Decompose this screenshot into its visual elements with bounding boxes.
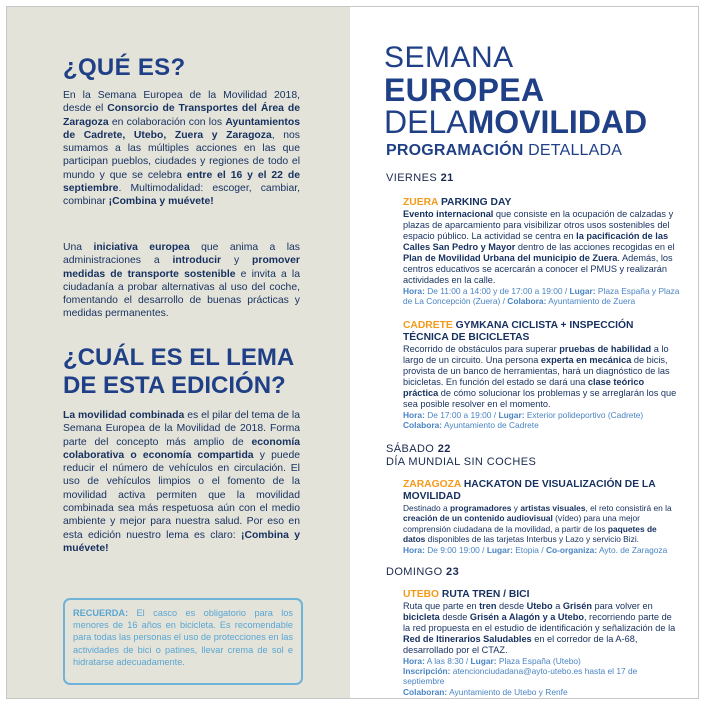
- subtitle-part: DETALLADA: [523, 142, 623, 159]
- emphasis-text: Colaboran:: [403, 686, 448, 697]
- body-text: Ruta que parte en: [403, 601, 480, 611]
- que-es-paragraph: [63, 89, 300, 209]
- body-text: Una: [63, 242, 94, 253]
- event-title: [403, 197, 680, 209]
- heading-part: ¿: [63, 54, 78, 81]
- day-sabado: [386, 443, 536, 469]
- emphasis-text: economía colaborativa o economía compartida: [63, 436, 300, 461]
- body-text: . Además, los centros educativos se acercarán a conocer el PMUS y realizarán actividades en la calle.: [403, 253, 673, 285]
- heading-part: LEMA: [226, 344, 295, 371]
- body-text: e invita a la ciudadanía a probar alternativas al uso del coche, fomentando el desarrollo de buenas prácticas y medidas permanentes.: [63, 268, 301, 320]
- event-utebo: [403, 589, 680, 697]
- body-text: que anima a las administraciones a: [63, 242, 300, 267]
- heading-part: ?: [271, 372, 286, 399]
- body-text: y: [511, 503, 521, 513]
- body-text: (vídeo) para una mejor comprensión ciudadana de la movilidad, a partir de los: [403, 513, 640, 534]
- emphasis-text: Utebo: [526, 601, 553, 611]
- day-label: DOMINGO: [386, 566, 447, 578]
- body-text: A las 8:30 /: [424, 656, 471, 666]
- emphasis-text: Co-organiza:: [545, 544, 598, 555]
- event-city: CADRETE: [403, 320, 453, 331]
- event-title: [403, 320, 680, 344]
- event-description: [403, 601, 680, 656]
- day-viernes: [386, 172, 454, 185]
- title-semana: SEMANA: [384, 41, 514, 74]
- emphasis-text: Inscripción:: [403, 666, 451, 677]
- event-info: [403, 656, 680, 666]
- programacion-subtitle: [386, 142, 622, 160]
- que-es-heading: [63, 54, 185, 82]
- body-text: dentro de las acciones recogidas en el: [515, 242, 675, 252]
- lema-paragraph: [63, 409, 300, 555]
- body-text: Ayuntamiento de Cadrete: [442, 420, 539, 431]
- body-text: de bicis, provista de un banco de herramientas, hará un diagnóstico de las bicicletas. En función del estado se dará una: [403, 355, 670, 387]
- heading-part: CUÁL: [77, 344, 144, 371]
- heading-part: ES?: [130, 54, 186, 81]
- emphasis-text: ¡Combina y muévete!: [63, 529, 300, 554]
- event-info: [403, 687, 680, 697]
- heading-part: DE ESTA: [63, 372, 172, 399]
- lema-heading: [63, 344, 294, 400]
- emphasis-text: Red de Itinerarios Saludables: [403, 634, 532, 644]
- body-text: Plaza España y Plaza de La Concepción (Zuera) /: [403, 286, 680, 307]
- day-label: VIERNES: [386, 172, 441, 184]
- emphasis-text: paquetes de datos: [403, 523, 657, 545]
- event-zaragoza: [403, 479, 680, 555]
- body-text: De 17:00 a 19:00 /: [424, 410, 499, 420]
- emphasis-text: Consorcio de Transportes del Área de Zaragoza: [63, 103, 300, 128]
- body-text: Ayto. de Zaragoza: [597, 544, 668, 555]
- title-europea: EUROPEA: [384, 72, 545, 108]
- emphasis-text: Colabora:: [507, 296, 547, 307]
- recuerda-box: [63, 598, 303, 685]
- body-text: para volver en: [591, 601, 653, 611]
- emphasis-text: La movilidad combinada: [63, 410, 185, 421]
- emphasis-text: tren: [479, 601, 497, 611]
- subtitle-part: PROGRAMACIÓN: [386, 142, 524, 159]
- event-city: ZARAGOZA: [403, 479, 461, 490]
- emphasis-text: experta en mecánica: [540, 355, 632, 365]
- emphasis-text: programadores: [450, 503, 512, 513]
- emphasis-text: iniciativa europea: [93, 242, 190, 253]
- emphasis-text: Lugar:: [498, 410, 525, 420]
- body-text: Destinado a: [403, 503, 451, 513]
- body-text: que consiste en la ocupación de calzadas y plazas de aparcamiento para visibilizar otros usos sostenibles del espacio público. La actividad se centra en: [403, 209, 674, 241]
- body-text: , el reto consistirá en la: [585, 503, 672, 513]
- body-text: en el corredor de la A-68, desarrollado por el CTAZ.: [403, 634, 638, 655]
- emphasis-text: la pacificación de las Calles San Pedro y Mayor: [403, 231, 669, 252]
- day-subtitle: DÍA MUNDIAL SIN COCHES: [386, 456, 537, 468]
- body-text: Exterior polideportivo (Cadrete): [524, 410, 644, 420]
- body-text: En la Semana Europea de la Movilidad 2018, desde el: [63, 90, 300, 115]
- event-info: [403, 545, 680, 555]
- emphasis-text: bicicleta: [403, 612, 440, 622]
- emphasis-text: Plan de Movilidad Urbana del municipio de Zuera: [403, 253, 618, 263]
- event-info: [403, 420, 680, 430]
- brochure-page: [6, 6, 699, 699]
- body-text: De 11:00 a 14:00 y de 17:00 a 19:00 /: [424, 286, 570, 296]
- emphasis-text: entre el 16 y el 22 de septiembre: [63, 169, 300, 195]
- body-text: de cómo solucionar los problemas y se arreglarán los que sea posible resolver en el momento.: [403, 388, 677, 409]
- event-info: [403, 410, 680, 420]
- body-text: Ayuntamiento de Zuera: [546, 296, 636, 307]
- day-domingo: [386, 566, 459, 579]
- heading-part: QUÉ: [77, 54, 131, 81]
- heading-part: ¿: [63, 344, 78, 371]
- event-name: PARKING DAY: [438, 197, 512, 208]
- body-text: Recorrido de obstáculos para superar: [403, 344, 560, 354]
- iniciativa-paragraph: [63, 241, 300, 321]
- emphasis-text: artistas visuales: [520, 503, 586, 513]
- event-name: GYMKANA CICLISTA + INSPECCIÓN TÉCNICA DE BICICLETAS: [403, 320, 634, 343]
- event-name: RUTA TREN / BICI: [439, 589, 530, 600]
- event-city: ZUERA: [403, 197, 439, 208]
- emphasis-text: Grisén: [562, 601, 592, 611]
- body-text: y: [221, 255, 253, 267]
- day-number: 22: [437, 443, 451, 455]
- event-info: [403, 286, 680, 306]
- body-text: desde: [496, 601, 527, 611]
- emphasis-text: Lugar:: [569, 286, 596, 296]
- emphasis-text: creación de un contenido audiovisual: [403, 513, 553, 524]
- day-number: 21: [440, 172, 454, 184]
- event-title: [403, 479, 680, 503]
- body-text: De 9:00 19:00 /: [424, 544, 487, 555]
- body-text: Ayuntamiento de Utebo y Renfe: [447, 686, 568, 697]
- body-text: desde: [439, 612, 470, 622]
- event-description: [403, 344, 680, 410]
- event-info: [403, 666, 680, 686]
- emphasis-text: introducir: [172, 255, 222, 267]
- event-zuera: [403, 197, 680, 306]
- body-text: Plaza España (Utebo): [496, 656, 581, 666]
- emphasis-text: Hora:: [403, 286, 425, 296]
- body-text: Etopia /: [512, 544, 546, 555]
- body-text: a: [552, 601, 563, 611]
- event-title: [403, 589, 680, 601]
- emphasis-text: Lugar:: [486, 544, 513, 555]
- title-part: MOVILIDAD: [467, 104, 648, 140]
- title-part: DELA: [384, 104, 468, 140]
- body-text: es el pilar del tema de la Semana Europea de la Movilidad de 2018. Forma parte del concepto más amplio de: [63, 410, 301, 448]
- emphasis-text: Hora:: [403, 656, 425, 666]
- emphasis-text: Lugar:: [470, 656, 497, 666]
- body-text: disponibles de las tarjetas Interbus y Lazo y servicio Bizi.: [425, 534, 640, 545]
- body-text: a lo largo de un circuito. Una persona: [403, 344, 669, 365]
- title-movilidad: [384, 105, 647, 139]
- emphasis-text: Ayuntamientos de Cadrete, Utebo, Zuera y Zaragoza: [63, 116, 300, 141]
- event-city: UTEBO: [403, 589, 440, 600]
- recuerda-text: El casco es obligatorio para los menores de 16 años en bicicleta. Es recomendable para todas las personas el uso de protecciones en las actividades de bici o patines, llevar crema de sol e hidratarse adecuadamente.: [73, 608, 293, 667]
- emphasis-text: clase teórico práctica: [403, 377, 645, 398]
- heading-part: EDICIÓN: [171, 372, 272, 399]
- recuerda-label: RECUERDA:: [73, 608, 129, 618]
- heading-part: ES EL: [143, 344, 227, 371]
- event-description: [403, 503, 680, 545]
- event-cadrete: [403, 320, 680, 430]
- emphasis-text: ¡Combina y muévete!: [108, 196, 214, 208]
- body-text: . Multimodalidad: escoger, cambiar, combinar: [63, 183, 300, 208]
- emphasis-text: Evento internacional: [403, 209, 494, 219]
- emphasis-text: Hora:: [403, 544, 425, 555]
- right-panel: [350, 7, 699, 699]
- event-description: [403, 209, 680, 286]
- left-panel: [7, 7, 350, 699]
- body-text: , recorriendo parte de la red propuesta en el estudio de identificación y señalización de la: [403, 612, 676, 633]
- body-text: y puede reducir el número de vehículos en circulación. El uso de vehículos limpios o el fomento de la movilidad activa permiten que la movilidad combinada sea más respetuosa aún con el medio ambiente y mejor para nuestra salud. Por eso en esta edición nuestro lema es claro:: [63, 449, 300, 541]
- emphasis-text: promover medidas de transporte sostenible: [63, 255, 300, 280]
- body-text: atencionciudadana@ayto-utebo.es hasta el 17 de septiembre: [403, 666, 638, 687]
- body-text: en colaboración con los: [108, 116, 226, 128]
- day-number: 23: [446, 566, 460, 578]
- emphasis-text: pruebas de habilidad: [559, 344, 652, 354]
- body-text: , nos sumamos a las múltiples acciones en las que participan pueblos, ciudades y regiones de todo el mundo y que se celebra: [63, 129, 300, 181]
- event-name: HACKATON DE VISUALIZACIÓN DE LA MOVILIDAD: [403, 479, 656, 502]
- emphasis-text: Colabora:: [403, 420, 443, 431]
- day-label: SÁBADO: [386, 443, 438, 455]
- emphasis-text: Grisén a Alagón y a Utebo: [469, 612, 584, 622]
- emphasis-text: Hora:: [403, 410, 425, 420]
